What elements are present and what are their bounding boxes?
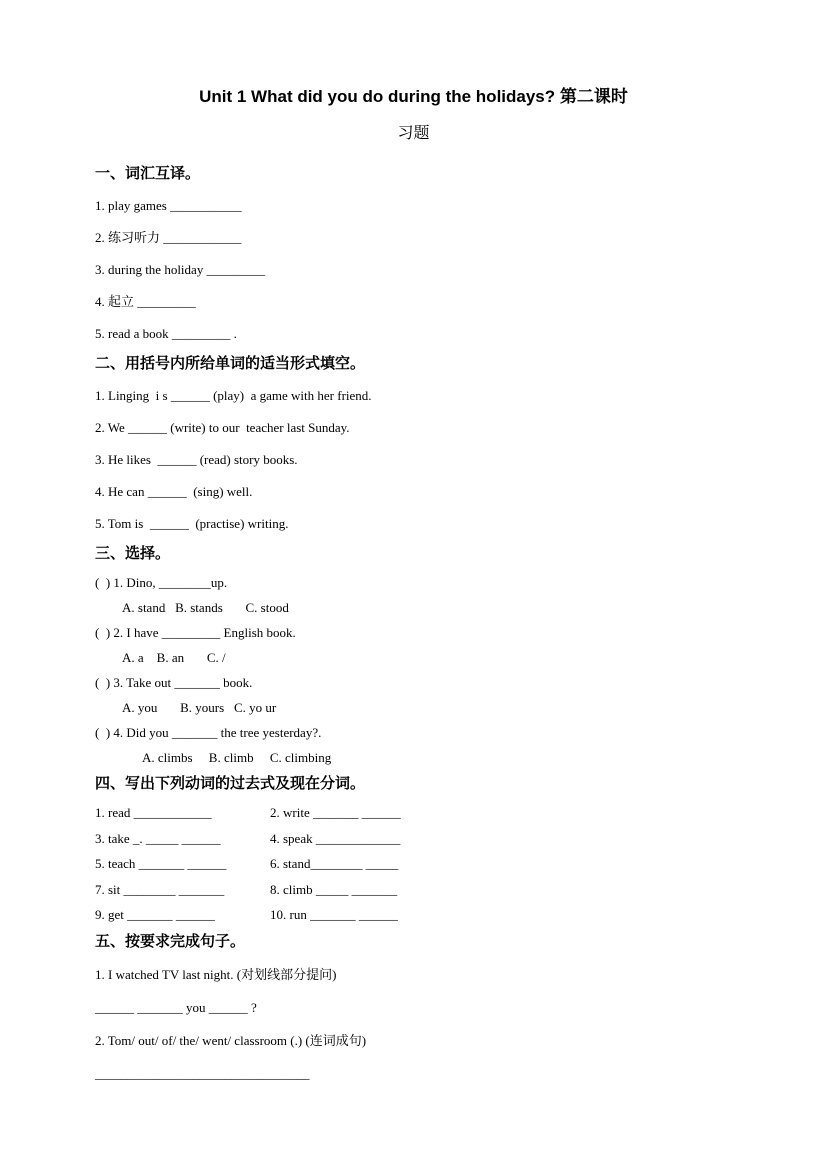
choice-options: A. stand B. stands C. stood — [122, 600, 289, 615]
section-multiple-choice — [95, 544, 732, 770]
vocab-item: 1. play games ___________ — [95, 198, 242, 213]
fill-blank-item: 3. He likes ______ (read) story books. — [95, 452, 298, 467]
verb-item: 6. stand________ _____ — [270, 856, 399, 871]
verb-item: 8. climb _____ _______ — [270, 881, 398, 897]
section-sentences — [95, 932, 732, 1090]
choice-question: ( ) 1. Dino, ________up. — [95, 575, 228, 590]
vocab-item: 3. during the holiday _________ — [95, 262, 266, 277]
sentence-task: 2. Tom/ out/ of/ the/ went/ classroom (.) (连词成句) — [95, 1032, 367, 1048]
choice-options: A. you B. yours C. yo ur — [122, 700, 277, 715]
choice-options: A. climbs B. climb C. climbing — [142, 750, 332, 765]
verb-item: 4. speak _____________ — [270, 830, 401, 846]
section-heading: 一、词汇互译。 — [95, 165, 201, 182]
choice-question: ( ) 2. I have _________ English book. — [95, 625, 296, 640]
verb-item: 7. sit ________ _______ — [95, 881, 225, 897]
verb-item: 10. run _______ ______ — [270, 907, 398, 922]
sentence-blank: _________________________________ — [95, 1065, 310, 1081]
vocab-item: 5. read a book _________ . — [95, 326, 237, 341]
page-title: Unit 1 What did you do during the holidays? 第二课时 — [199, 87, 628, 106]
section-heading: 五、按要求完成句子。 — [95, 932, 246, 950]
section-heading: 四、写出下列动词的过去式及现在分词。 — [95, 775, 366, 792]
page-subtitle: 习题 — [397, 125, 430, 142]
vocab-item: 4. 起立 _________ — [95, 294, 196, 309]
verb-item: 9. get _______ ______ — [95, 907, 215, 922]
fill-blank-item: 4. He can ______ (sing) well. — [95, 484, 253, 499]
verb-forms-grid — [95, 800, 732, 928]
sentence-blank: ______ _______ you ______ ? — [95, 999, 257, 1015]
verb-item: 3. take _. _____ ______ — [95, 830, 221, 846]
vocab-item: 2. 练习听力 ____________ — [95, 230, 242, 245]
section-heading: 二、用括号内所给单词的适当形式填空。 — [95, 355, 366, 372]
verb-item: 1. read ____________ — [95, 805, 212, 820]
sentence-task: 1. I watched TV last night. (对划线部分提问) — [95, 966, 337, 982]
choice-options: A. a B. an C. / — [122, 650, 226, 665]
section-vocabulary — [95, 164, 732, 350]
fill-blank-item: 5. Tom is ______ (practise) writing. — [95, 516, 289, 531]
section-word-forms — [95, 354, 732, 540]
choice-question: ( ) 3. Take out _______ book. — [95, 675, 253, 690]
verb-item: 5. teach _______ ______ — [95, 856, 227, 871]
verb-item: 2. write _______ ______ — [270, 805, 401, 820]
section-verb-forms — [95, 774, 732, 928]
fill-blank-item: 1. Linging i s ______ (play) a game with her friend. — [95, 388, 372, 403]
section-heading: 三、选择。 — [95, 545, 171, 562]
fill-blank-item: 2. We ______ (write) to our teacher last Sunday. — [95, 420, 350, 435]
choice-question: ( ) 4. Did you _______ the tree yesterday?. — [95, 725, 322, 740]
